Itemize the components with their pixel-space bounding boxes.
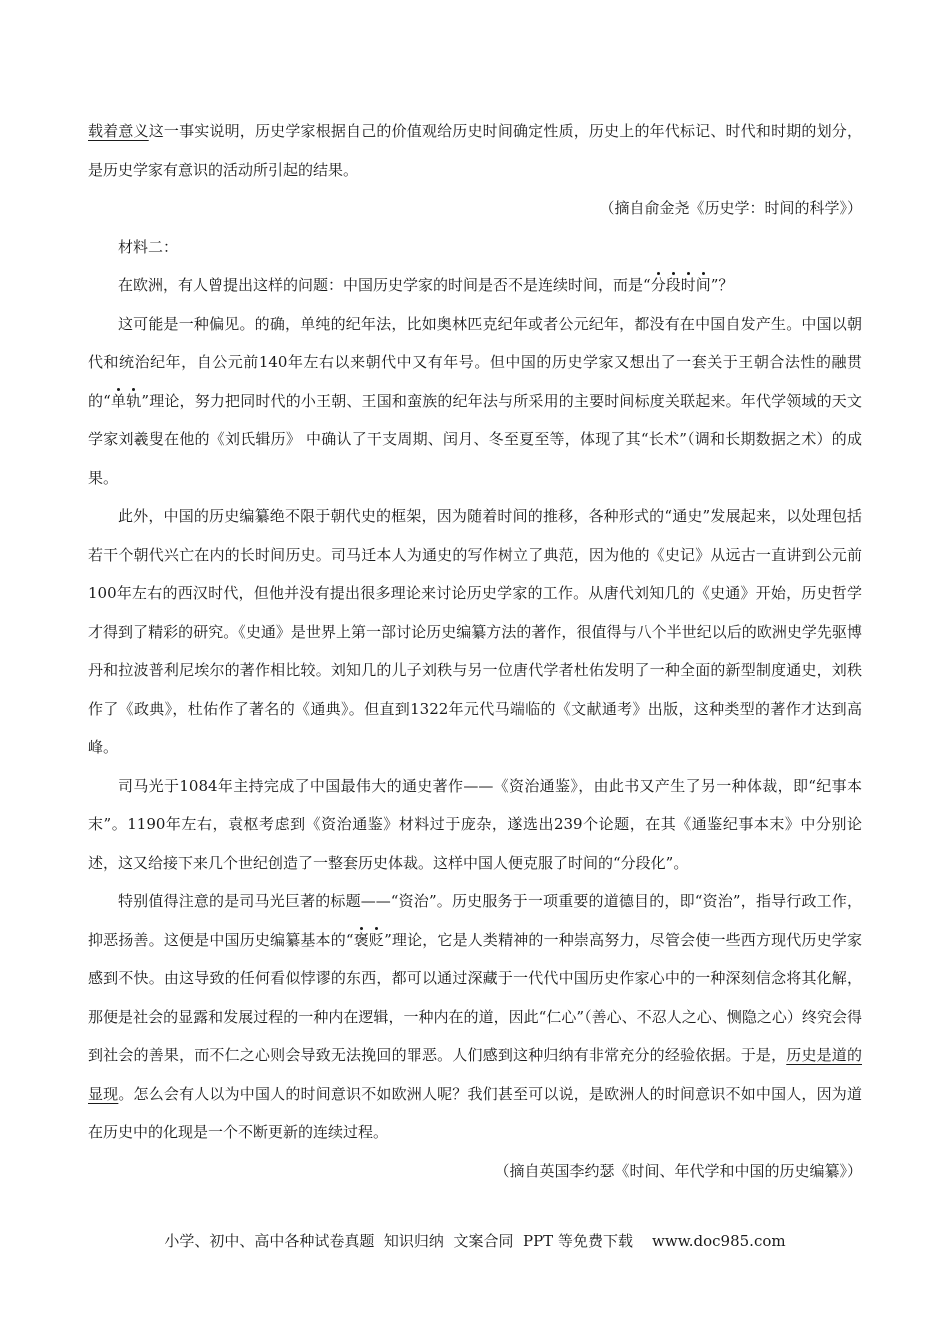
emphasis-char: 单 [110,391,127,410]
emphasis-char: 段 [665,276,681,294]
text-run: ”理论，它是人类精神的一种崇高努力，尽管会使一些西方现代历史学家感到不快。由这导致的任何看似悖谬的东西，都可以通过深藏于一代代中国历史作家心中的一种深刻信念将其化解，那便是社会的显露和发展过程的一种内在逻辑，一种内在的道，因此“仁心”（善心、不忍人之心、恻隐之心）终究会得到社会的善果，而不仁之心则会导致无法挽回的罪恶。人们感到这种归纳有非常充分的经验依据。于是， [88,930,862,1064]
paragraph [88,266,862,305]
text-run: 这可能是一种偏见。的确，单纯的纪年法，比如奥林匹克纪年或者公元纪年，都没有在中国自发产生。中国以朝代和统治纪年，自公元前140年左右以来朝代中又有年号。但中国的历史学家又想出了一套关于王朝合法性的融贯的“ [88,314,862,410]
paragraph [88,767,862,883]
text-run: （摘自俞金尧《历史学：时间的科学》） [599,199,862,217]
paragraph [88,305,862,498]
source-citation [88,189,862,228]
text-run: ”？ [710,276,734,294]
emphasis-char: 轨 [126,391,142,410]
emphasis-char: 时 [680,276,696,294]
emphasis-char: 褒 [353,930,369,949]
text-run: 在欧洲，有人曾提出这样的问题：中国历史学家的时间是否不是连续时间，而是“ [118,276,651,294]
text-run: 此外，中国的历史编纂绝不限于朝代史的框架，因为随着时间的推移，各种形式的“通史”发展起来，以处理包括若干个朝代兴亡在内的长时间历史。司马迁本人为通史的写作树立了典范，因为他的《史记》从远古一直讲到公元前100年左右的西汉时代，但他并没有提出很多理论来讨论历史学家的工作。从唐代刘知几的《史通》开始，历史哲学才得到了精彩的研究。《史通》是世界上第一部讨论历史编纂方法的著作，很值得与八个半世纪以后的欧洲史学先驱博丹和拉波普利尼埃尔的著作相比较。刘知几的儿子刘秩与另一位唐代学者杜佑发明了一种全面的新型制度通史，刘秩作了《政典》，杜佑作了著名的《通典》。但直到1322年元代马端临的《文献通考》出版，这种类型的著作才达到高峰。 [88,507,862,756]
emphasis-char: 分 [650,276,666,294]
emphasis-dots [651,276,711,294]
paragraph [88,112,862,189]
source-citation [88,1152,862,1191]
article-body [88,112,862,1190]
emphasis-char: 贬 [368,930,385,949]
text-run: 特别值得注意的是司马光巨著的标题——“资治”。历史服务于一项重要的道德目的，即“资治”，指导行政工作，抑恶扬善。这便是中国历史编纂基本的“ [88,892,862,949]
text-run: ”理论，努力把同时代的小王朝、王国和蛮族的纪年法与所采用的主要时间标度关联起来。年代学领域的天文学家刘羲叟在他的《刘氏辑历》 中确认了干支周期、闰月、冬至夏至等，体现了其“长术”（调和长期数据之术）的成果。 [88,391,862,487]
text-run: 这一事实说明，历史学家根据自己的价值观给历史时间确定性质，历史上的年代标记、时代和时期的划分，是历史学家有意识的活动所引起的结果。 [88,122,862,179]
text-run: 材料二： [118,237,179,256]
paragraph [88,497,862,767]
emphasis-dots [111,392,142,410]
emphasis-char: 间 [695,276,711,294]
page-footer: 小学、初中、高中各种试卷真题 知识归纳 文案合同 PPT 等免费下载 www.doc985.com [164,1232,786,1250]
underlined-text: 载着意义 [88,122,149,140]
underlined-text: 历史是道的显现 [88,1046,862,1103]
paragraph [88,882,862,1152]
paragraph [88,228,862,267]
text-run: 司马光于1084年主持完成了中国最伟大的通史著作——《资治通鉴》，由此书又产生了另一种体裁，即“纪事本末”。1190年左右，袁枢考虑到《资治通鉴》材料过于庞杂，遂选出239个论题，在其《通鉴纪事本末》中分别论述，这又给接下来几个世纪创造了一整套历史体裁。这样中国人便克服了时间的“分段化”。 [88,776,862,872]
text-run: 。怎么会有人以为中国人的时间意识不如欧洲人呢？我们甚至可以说，是欧洲人的时间意识不如中国人，因为道在历史中的化现是一个不断更新的连续过程。 [88,1084,862,1141]
emphasis-dots [354,931,385,949]
text-run: （摘自英国李约瑟《时间、年代学和中国的历史编纂》） [494,1161,862,1180]
